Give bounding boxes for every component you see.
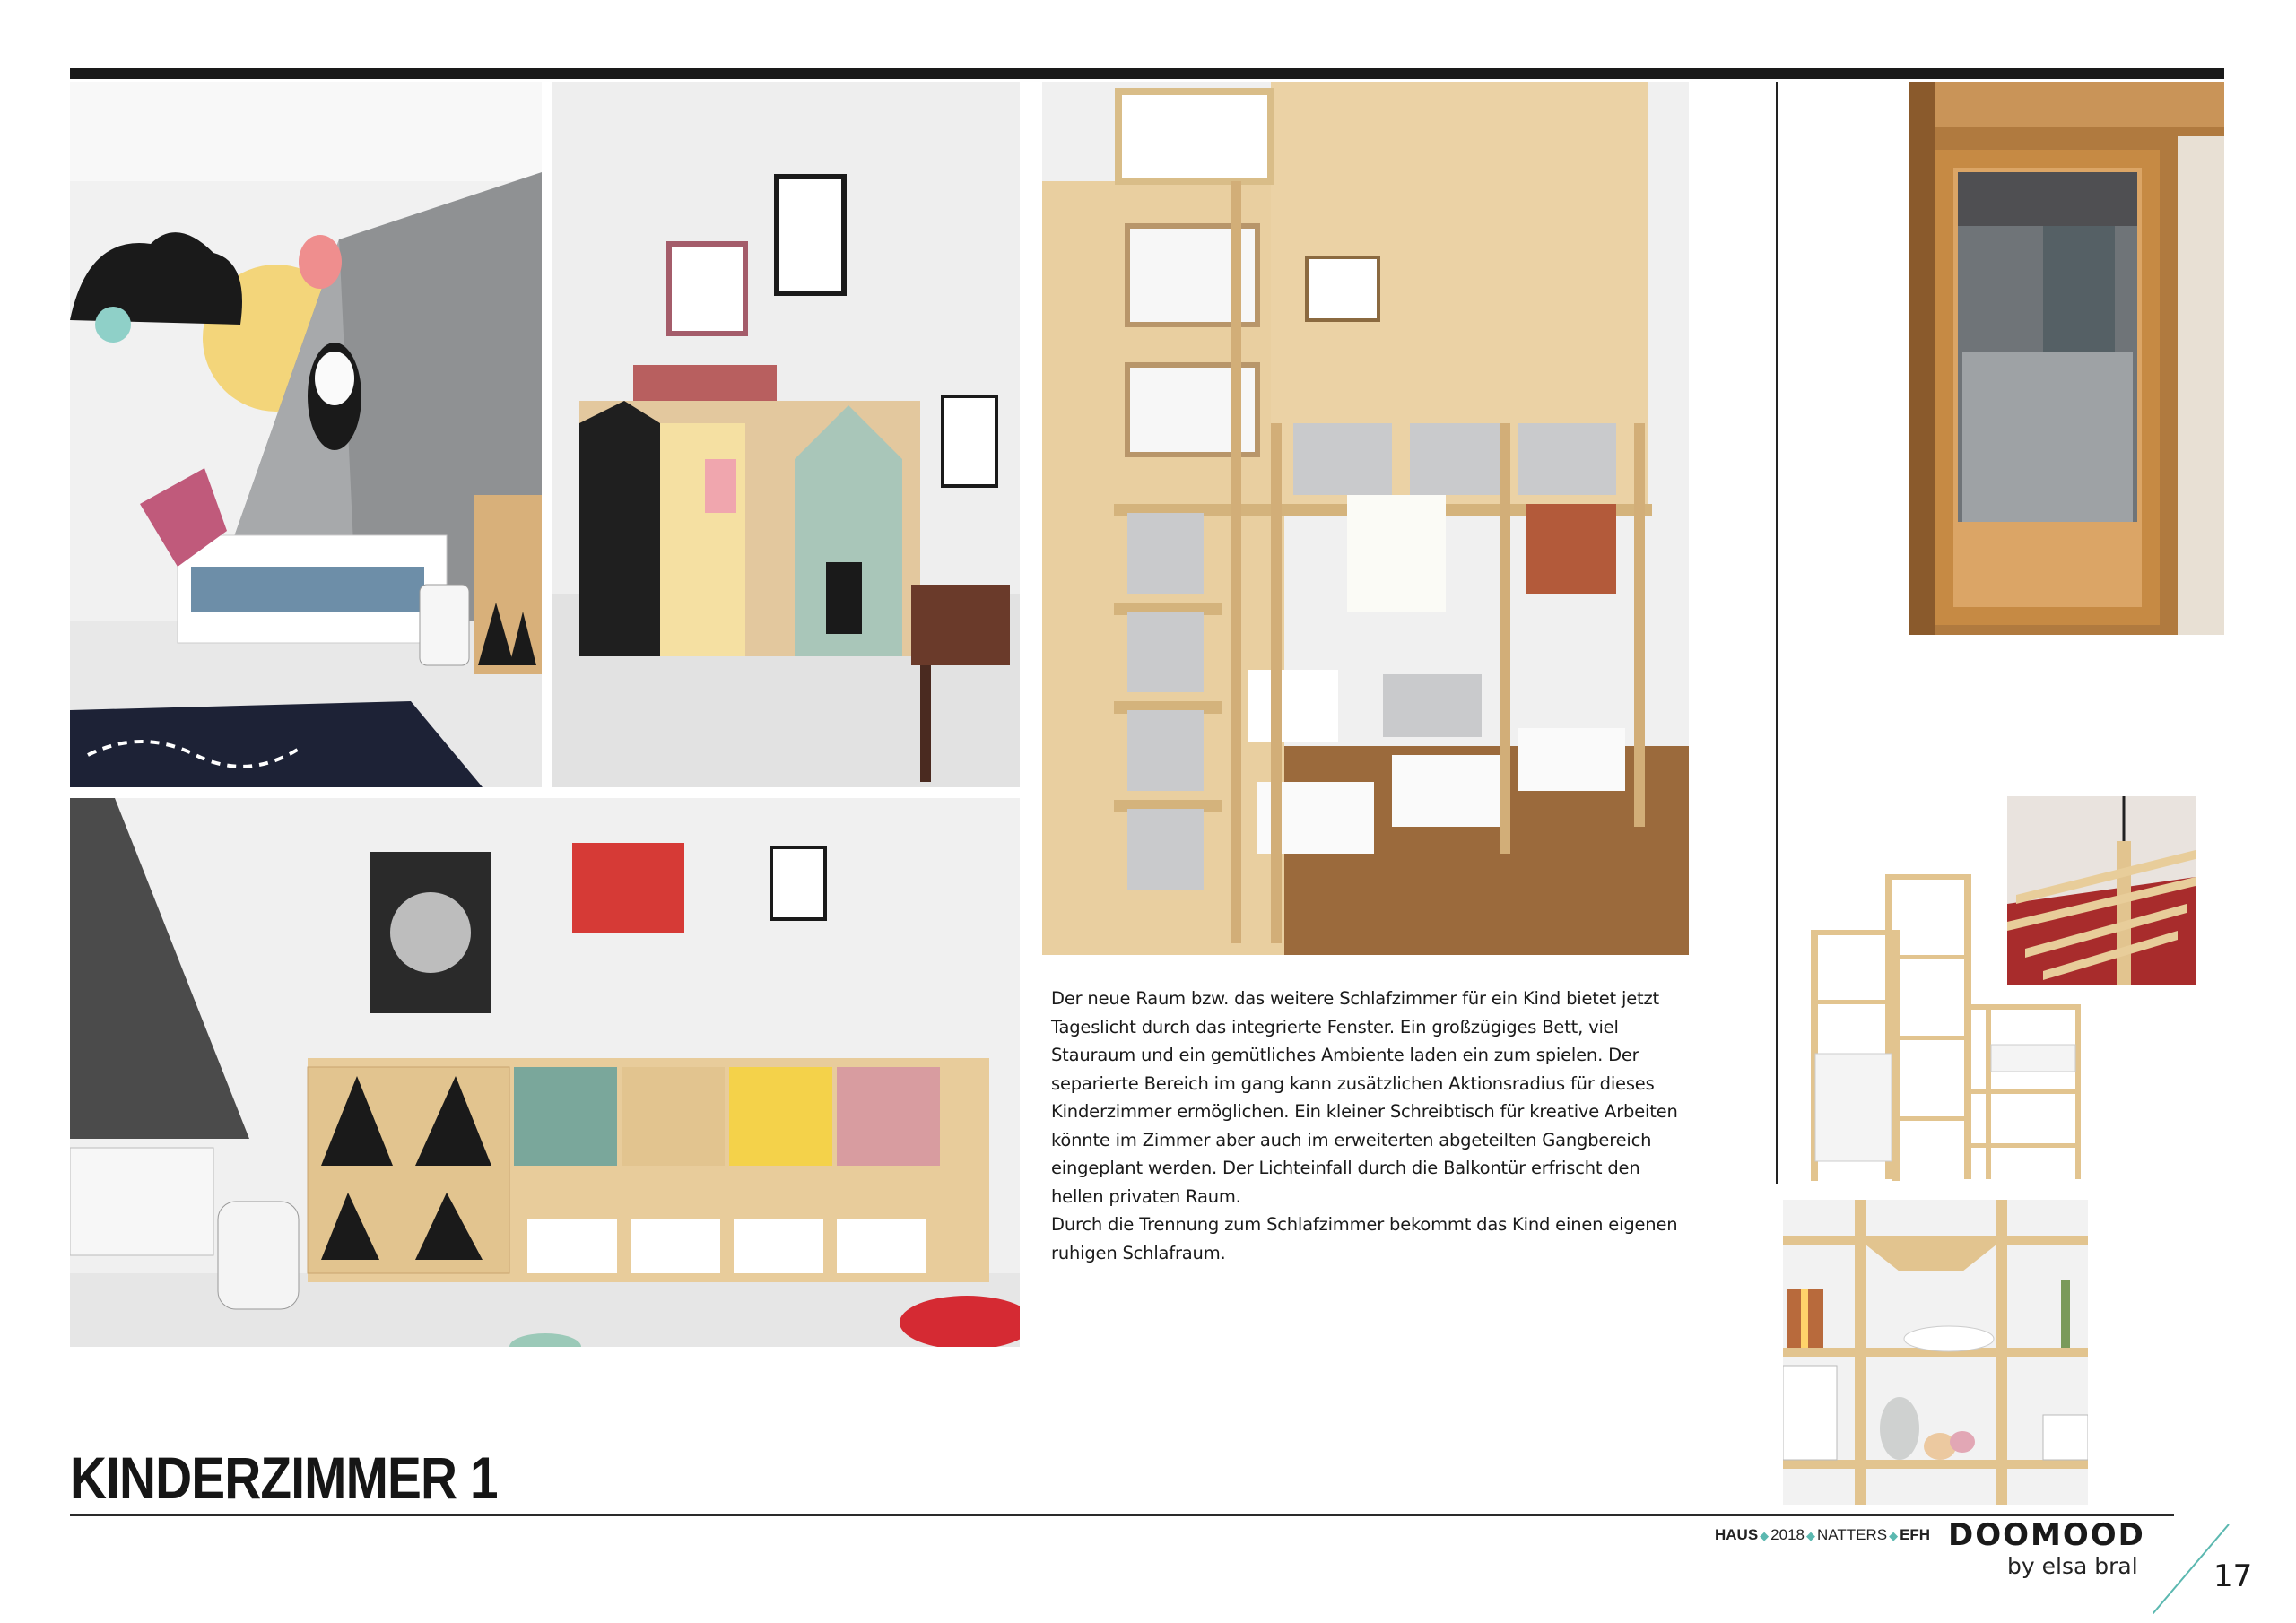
diamond-icon: ◆ bbox=[1889, 1529, 1899, 1542]
top-rule bbox=[70, 68, 2224, 79]
page-number: 17 bbox=[2213, 1558, 2253, 1594]
photo-corner-shelf bbox=[1783, 1200, 2088, 1505]
photo-wall-cabinet bbox=[552, 82, 1020, 787]
column-divider bbox=[1776, 82, 1778, 1184]
page-title: KINDERZIMMER 1 bbox=[70, 1445, 498, 1511]
photo-balcony-door bbox=[1909, 82, 2224, 635]
photo-plywood-loft bbox=[1042, 82, 1689, 955]
footer-meta bbox=[1715, 1526, 1930, 1544]
body-paragraph-2: Durch die Trennung zum Schlafzimmer bekommt das Kind einen eigenen ruhigen Schlafraum. bbox=[1051, 1214, 1678, 1263]
brand-subtitle: by elsa bral bbox=[2007, 1553, 2138, 1579]
body-text bbox=[1051, 985, 1679, 1267]
footer-meta-item-location: NATTERS bbox=[1817, 1526, 1888, 1543]
bottom-rule bbox=[70, 1514, 2174, 1516]
footer-meta-item-year: 2018 bbox=[1770, 1526, 1805, 1543]
brand-logo: DOOMOOD bbox=[1948, 1517, 2145, 1553]
body-paragraph-1: Der neue Raum bzw. das weitere Schlafzimmer für ein Kind bietet jetzt Tageslicht durch das integrierte Fenster. Ein großzügiges Bett, viel Stauraum und ein gemütliches Ambiente laden ein zum spielen. Der separierte Bereich im gang kann zusätzlichen Aktionsradius für dieses Kinderzimmer ermöglichen. Ein kleiner Schreibtisch für kreative Arbeiten könnte im Zimmer aber auch im erweiterten abgeteilten Gangbereich eingeplant werden. Der Lichteinfall durch die Balkontür erfrischt den hellen privaten Raum. bbox=[1051, 988, 1678, 1207]
photo-wood-lamp bbox=[2007, 796, 2196, 985]
footer-meta-item-type: EFH bbox=[1900, 1526, 1931, 1543]
diamond-icon: ◆ bbox=[1760, 1529, 1770, 1542]
photo-storage-cubes bbox=[70, 798, 1020, 1347]
photo-nursery-wall-mural bbox=[70, 82, 542, 787]
footer-meta-item-haus: HAUS bbox=[1715, 1526, 1759, 1543]
diamond-icon: ◆ bbox=[1806, 1529, 1815, 1542]
